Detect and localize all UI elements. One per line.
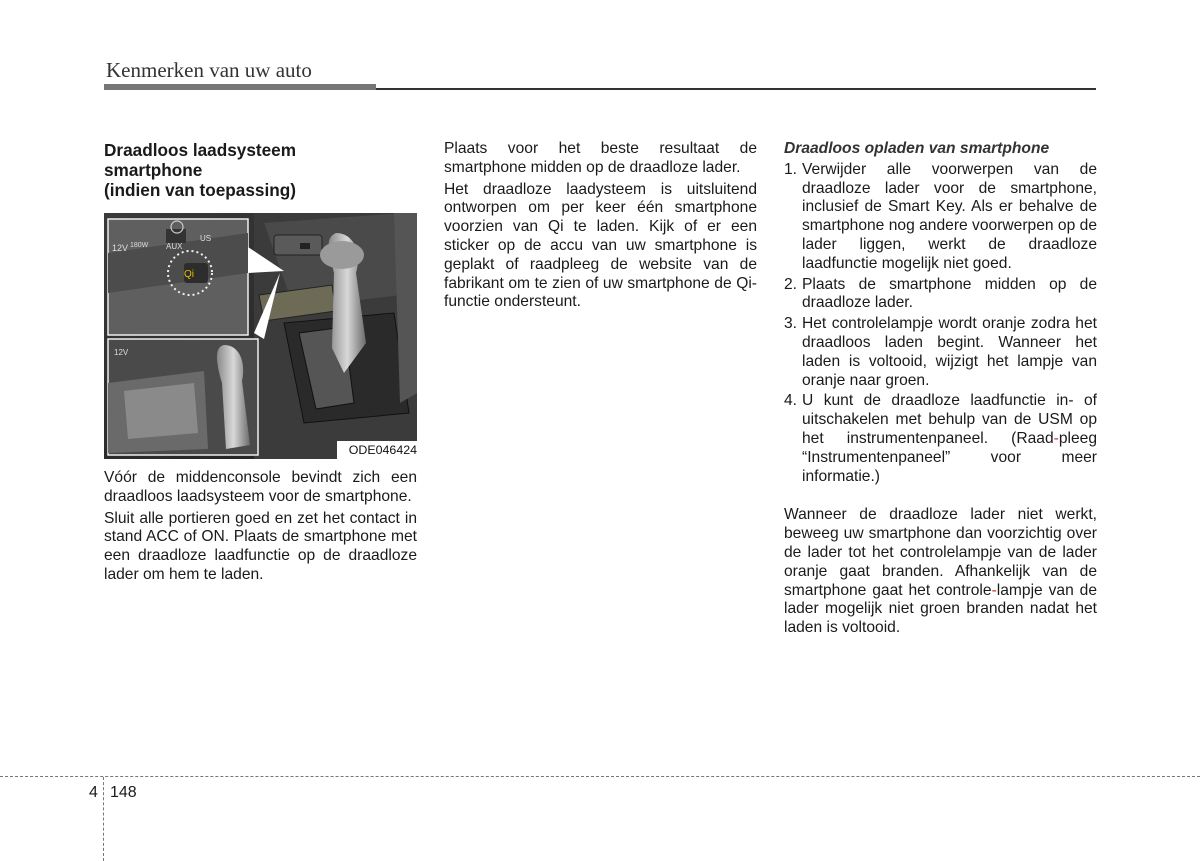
- svg-text:12V: 12V: [114, 348, 129, 357]
- section-title-line-1: Draadloos laadsysteem: [104, 140, 297, 160]
- figure-code: ODE046424: [337, 441, 417, 459]
- troubleshoot-paragraph: [784, 506, 1097, 638]
- footer-margin-line: [103, 777, 104, 861]
- page-header-title: Kenmerken van uw auto: [106, 58, 312, 82]
- label-12v: 12V: [112, 243, 129, 253]
- label-180w: 180W: [130, 242, 149, 249]
- footer-divider: [0, 776, 1200, 777]
- step-number: 4.: [784, 392, 798, 410]
- list-item: [784, 161, 1097, 274]
- chapter-number: 4: [89, 784, 98, 801]
- console-illustration: [104, 213, 417, 459]
- qi-paragraph: Het draadloze laadysteem is uitsluitend ontworpen om per keer één smartphone voorzien van Qi te laden. Kijk of er een sticker op de accu van uw smartphone is geplakt of raadpleeg de website van de fabrikant om te zien of uw smartphone de Qi-functie ondersteunt.: [444, 180, 757, 311]
- page-number: 148: [110, 784, 137, 801]
- column-2: [444, 140, 757, 312]
- list-item: [784, 392, 1097, 486]
- list-item: [784, 276, 1097, 314]
- steps-list: [784, 161, 1097, 487]
- header-rule: [376, 88, 1096, 90]
- step-number: 3.: [784, 315, 798, 333]
- step-text: Plaats de smartphone midden op de draadloze lader.: [802, 275, 1097, 312]
- qi-symbol: Qi: [184, 269, 194, 280]
- hyphen-mark: -: [1053, 429, 1059, 447]
- step-number: 1.: [784, 160, 798, 178]
- closing-text-a: Wanneer de draadloze lader niet werkt, beweeg uw smartphone dan voorzichtig over de lader tot het controlelampje van de lader oranje gaat branden. Afhankelijk van de smartphone gaat het controle: [784, 506, 1097, 599]
- section-title: [104, 140, 417, 200]
- section-title-line-3: (indien van toepassing): [104, 180, 296, 200]
- closing-text-b: lampje van de lader mogelijk niet groen branden nadat het laden is voltooid.: [784, 581, 1097, 637]
- subsection-title: Draadloos opladen van smartphone: [784, 140, 1050, 157]
- list-item: [784, 315, 1097, 390]
- placement-paragraph: Plaats voor het beste resultaat de smartphone midden op de draadloze lader.: [444, 140, 757, 176]
- charging-paragraph: Sluit alle portieren goed en zet het contact in stand ACC of ON. Plaats de smartphone met een draadloze laadfunctie op de draadloze lader om hem te laden.: [104, 509, 417, 583]
- console-drawing: [104, 213, 417, 459]
- column-3: [784, 140, 1097, 638]
- step-text-b: pleeg “Instrumentenpaneel” voor meer informatie.): [802, 429, 1097, 485]
- step-number: 2.: [784, 275, 798, 293]
- label-usb: US: [200, 234, 212, 243]
- section-title-line-2: smartphone: [104, 160, 203, 180]
- header-rule-accent: [104, 84, 376, 90]
- step-text-a: U kunt de draadloze laadfunctie in- of uitschakelen met behulp van de USM op het instrumentenpaneel. (Raad: [802, 392, 1097, 447]
- step-text: Het controlelampje wordt oranje zodra het draadloos laden begint. Wanneer het laden is voltooid, wijzigt het lampje van oranje naar groen.: [802, 315, 1097, 389]
- hyphen-mark: -: [991, 581, 997, 599]
- step-text: Verwijder alle voorwerpen van de draadloze lader voor de smartphone, inclusief de Smart Key. Als er behalve de smartphone nog andere voorwerpen op de lader liggen, werkt de draadloze laadfunctie mogelijk niet goed.: [802, 160, 1097, 272]
- intro-paragraph: Vóór de middenconsole bevindt zich een draadloos laadsysteem voor de smartphone.: [104, 469, 417, 505]
- column-1: [104, 140, 417, 585]
- label-aux: AUX: [166, 242, 183, 251]
